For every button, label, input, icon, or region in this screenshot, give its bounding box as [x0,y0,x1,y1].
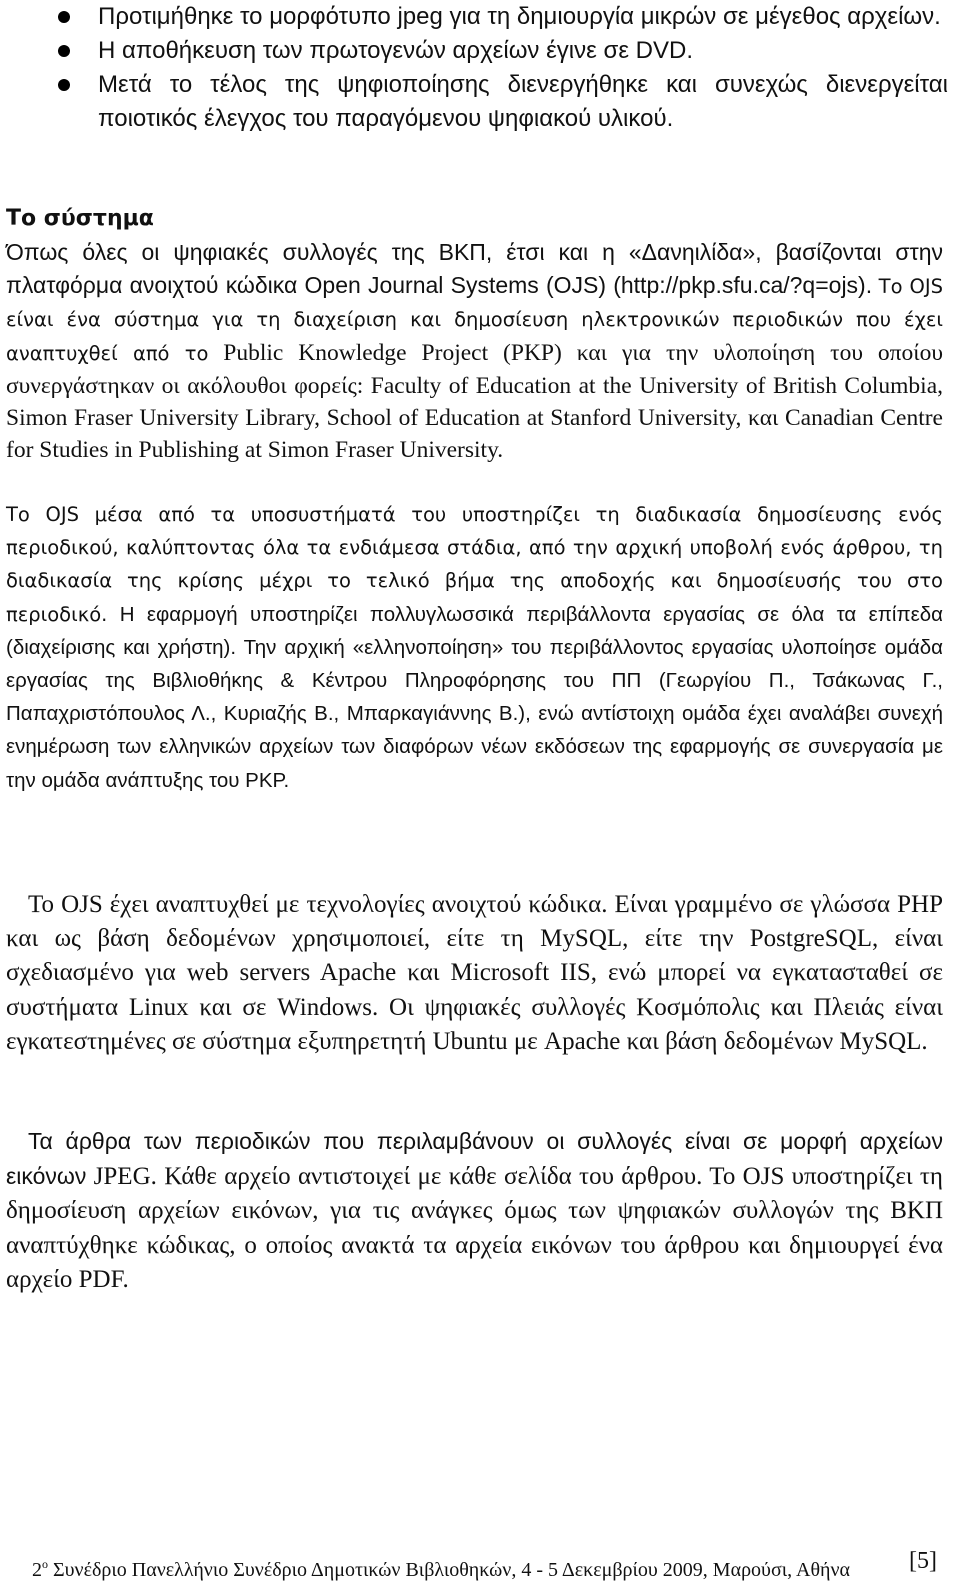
paragraph-articles [6,1124,943,1297]
paragraph-articles-rest: JPEG. Κάθε αρχείο αντιστοιχεί με κάθε σελίδα του άρθρου. Το OJS υποστηρίζει τη δημοσίευση αρχείων εικόνων, για τις ανάγκες όμως των ψηφιακών συλλογών της ΒΚΠ αναπτύχθηκε κώδικας, ο οποίος ανακτά τα αρχεία εικόνων του άρθρου και δημιουργεί ένα αρχείο PDF. [6,1163,944,1293]
bullet-icon [58,11,70,23]
paragraph-articles-lead: Τα άρθρα των περιοδικών που περιλαμβάνουν οι συλλογές είναι σε μορφή αρχείων εικόνων [6,1128,943,1190]
paragraph-system-ojs: Το OJS είναι ένα σύστημα για τη διαχείριση και δημοσίευση ηλεκτρονικών περιοδικών που έχει αναπτυχθεί από το [6,275,943,365]
footer-number: 2 [32,1559,42,1581]
paragraph-ojs-features [6,498,943,797]
list-item [58,34,948,68]
list-item [58,68,948,136]
bullet-list [58,0,948,136]
paragraph-technology: Το OJS έχει αναπτυχθεί με τεχνολογίες ανοιχτού κώδικα. Είναι γραμμένο σε γλώσσα PHP και ως βάση δεδομένων χρησιμοποιεί, είτε τη MySQL, είτε την PostgreSQL, είναι σχεδιασμένο για web servers Apache και Microsoft IIS, ενώ μπορεί να εγκατασταθεί σε συστήματα Linux και σε Windows. Οι ψηφιακές συλλογές Κοσμόπολις και Πλειάς είναι εγκατεστημένες σε σύστημα εξυπηρετητή Ubuntu με Apache και βάση δεδομένων MySQL. [6,891,943,1055]
bullet-text: Μετά το τέλος της ψηφιοποίησης διενεργήθηκε και συνεχώς διενεργείται ποιοτικός έλεγχος του παραγόμενου ψηφιακού υλικού. [98,71,948,132]
paragraph-system-intro: Όπως όλες οι ψηφιακές συλλογές της ΒΚΠ, έτσι και η «Δανηιλίδα», βασίζονται στην πλατφόρμα ανοιχτού κώδικα Open Journal Systems (OJS) (http://pkp.sfu.ca/?q=ojs). [6,239,943,299]
paragraph-ojs-localization: Η εφαρμογή υποστηρίζει πολλυγλωσσικά περιβάλλοντα εργασίας σε όλα τα επίπεδα (διαχείρισης και χρήστη). Την αρχική «ελληνοποίηση» του περιβάλλοντος εργασίας υλοποίησε ομάδα εργασίας της Βιβλιοθήκης & Κέντρου Πληροφόρησης του ΠΠ (Γεωργίου Π., Τσάκωνας Γ., Παπαχριστόπουλος Λ., Κυριαζής Β., Μπαρκαγιάννης Β.), ενώ αντίστοιχη ομάδα έχει αναλάβει συνεχή ενημέρωση των ελληνικών αρχείων των διαφόρων νέων εκδόσεων της εφαρμογής σε συνεργασία με την ομάδα ανάπτυξης του PKP. [6,602,944,792]
list-item [58,0,948,34]
paragraph-ojs-process: Το OJS μέσα από τα υποσυστήματά του υποστηρίζει τη διαδικασία δημοσίευσης ενός περιοδικού, καλύπτοντας όλα τα ενδιάμεσα στάδια, από την αρχική υποβολή ενός άρθρου, τη διαδικασία της κρίσης μέχρι το τελικό βήμα της αποδοχής και δημοσίευσής του στο περιοδικό. [6,503,943,626]
paragraph-system [6,236,943,466]
page-number: [5] [909,1548,937,1574]
footer-superscript: ο [42,1557,48,1571]
footer-text: Συνέδριο Πανελλήνιο Συνέδριο Δημοτικών Βιβλιοθηκών, 4 - 5 Δεκεμβρίου 2009, Μαρούσι, Αθήνα [53,1559,851,1581]
page-footer [32,1550,850,1584]
bullet-text: Προτιμήθηκε το μορφότυπο jpeg για τη δημιουργία μικρών σε μέγεθος αρχείων. [98,3,941,30]
section-heading: Το σύστημα [6,206,154,231]
bullet-text: Η αποθήκευση των πρωτογενών αρχείων έγινε σε DVD. [98,37,694,64]
bullet-icon [58,79,70,91]
paragraph-system-partners: Public Knowledge Project (PKP) και για την υλοποίηση του οποίου συνεργάστηκαν οι ακόλουθοι φορείς: Faculty of Education at the University of British Columbia, Simon Fraser University Library, School of Education at Stanford University, και Canadian Centre for Studies in Publishing at Simon Fraser University. [6,339,944,464]
bullet-icon [58,45,70,57]
